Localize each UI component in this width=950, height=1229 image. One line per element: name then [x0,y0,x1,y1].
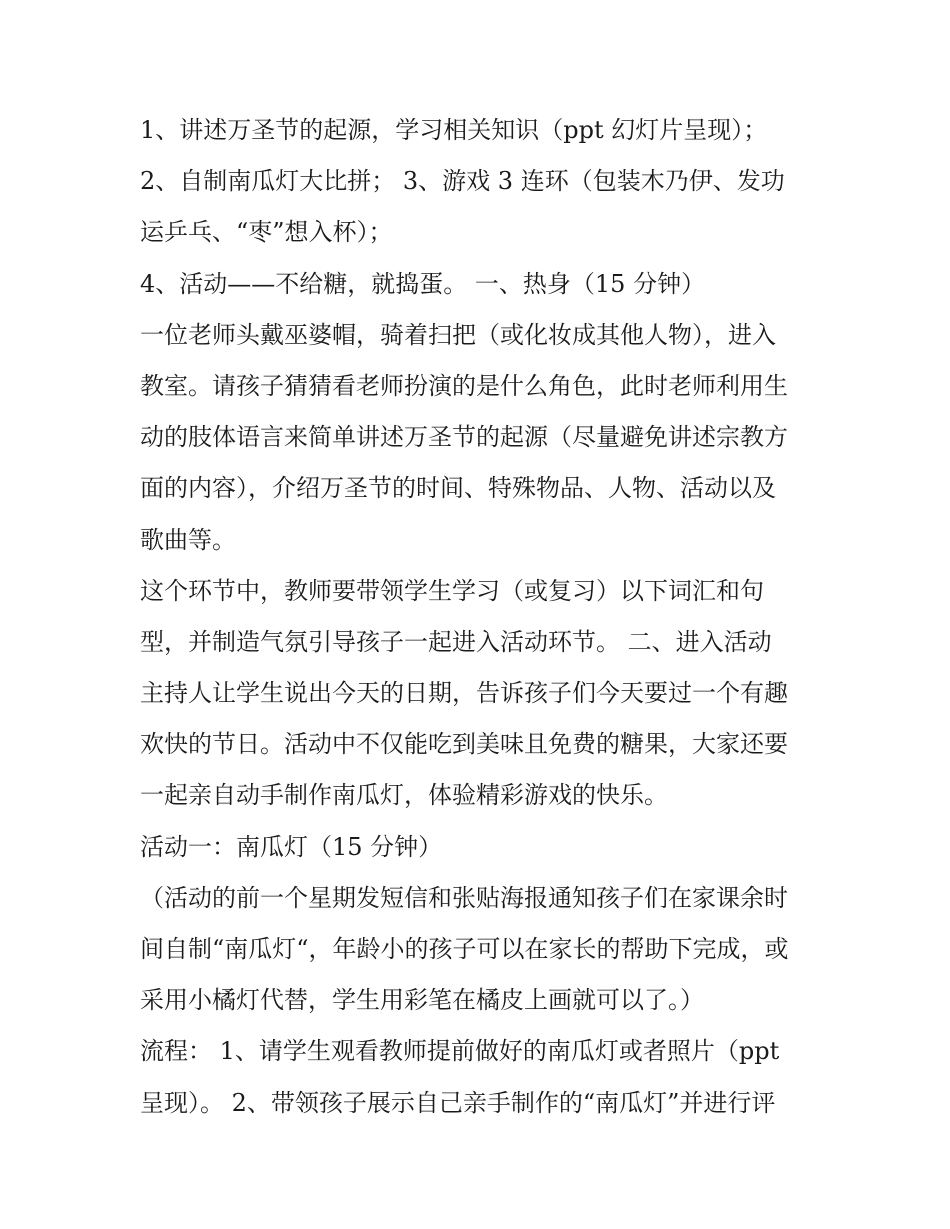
text-line: 流程： 1、请学生观看教师提前做好的南瓜灯或者照片（ppt [140,1037,780,1066]
text-line: 一起亲自动手制作南瓜灯，体验精彩游戏的快乐。 [140,781,668,810]
text-line: 活动一：南瓜灯（15 分钟） [140,832,443,861]
text-line: 面的内容），介绍万圣节的时间、特殊物品、人物、活动以及 [140,474,776,503]
text-line: 1、讲述万圣节的起源，学习相关知识（ppt 幻灯片呈现）； [140,116,768,144]
text-line: 2、自制南瓜灯大比拼； 3、游戏 3 连环（包装木乃伊、发功 [140,167,785,196]
text-line: 这个环节中，教师要带领学生学习（或复习）以下词汇和句 [140,576,764,605]
text-line: 呈现）。 2、带领孩子展示自己亲手制作的“南瓜灯”并进行评 [140,1088,776,1117]
text-line: 教室。请孩子猜猜看老师扮演的是什么角色，此时老师利用生 [140,371,788,400]
text-line: 间自制“南瓜灯“，年龄小的孩子可以在家长的帮助下完成，或 [140,935,789,963]
text-line: 一位老师头戴巫婆帽，骑着扫把（或化妆成其他人物），进入 [140,320,776,349]
text-line: 歌曲等。 [140,525,236,554]
text-line: 欢快的节日。活动中不仅能吃到美味且免费的糖果，大家还要 [140,730,788,759]
document-body [140,105,830,1129]
text-line: 4、活动——不给糖，就捣蛋。 一、热身（15 分钟） [140,269,706,298]
text-line: 主持人让学生说出今天的日期，告诉孩子们今天要过一个有趣 [140,679,788,708]
text-line: 采用小橘灯代替，学生用彩笔在橘皮上画就可以了。） [140,986,704,1015]
text-line: 型，并制造气氛引导孩子一起进入活动环节。 二、进入活动 [140,627,772,656]
text-line: 动的肢体语言来简单讲述万圣节的起源（尽量避免讲述宗教方 [140,423,788,452]
text-line: 运乒乓、“枣”想入杯）； [140,218,393,247]
text-line: （活动的前一个星期发短信和张贴海报通知孩子们在家课余时 [140,883,788,912]
